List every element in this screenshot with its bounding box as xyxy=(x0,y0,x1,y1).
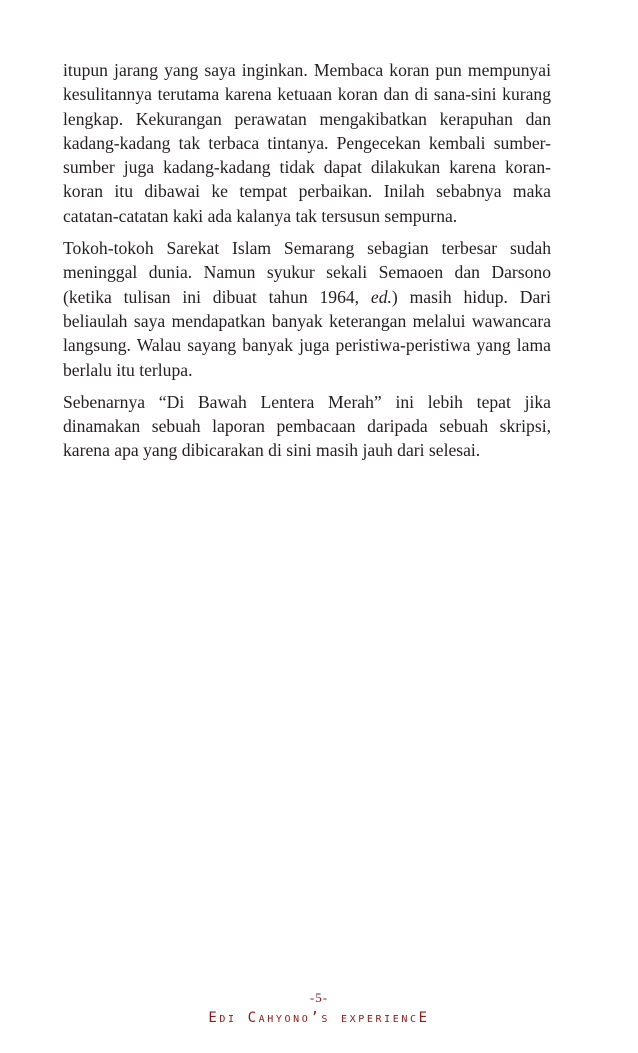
paragraph-1: itupun jarang yang saya inginkan. Membaca koran pun mempunyai kesulitannya terutama karena ketuaan koran dan di sana-sini kurang lengkap. Kekurangan perawatan mengakibatkan kerapuhan dan kadang-kadang tak terbaca tintanya. Pengecekan kembali sumber-sumber juga kadang-kadang tidak dapat dilakukan karena koran-koran itu dibawai ke tempat perbaikan. Inilah sebabnya maka catatan-catatan kaki ada kalanya tak tersusun sempurna. xyxy=(63,60,551,226)
paragraph-3: Sebenarnya “Di Bawah Lentera Merah” ini lebih tepat jika dinamakan sebuah laporan pembacaan daripada sebuah skripsi, karena apa yang dibicarakan di sini masih jauh dari selesai. xyxy=(63,391,551,461)
body-text xyxy=(63,58,551,471)
paragraph-2-text-end: ) masih hidup. Dari beliaulah saya mendapatkan banyak keterangan melalui wawancara langsung. Walau sayang banyak juga peristiwa-peristiwa yang lama berlalu itu terlupa. xyxy=(63,286,551,380)
paragraph-2 xyxy=(63,236,551,382)
running-footer-title: Edi Cahyono’s experiencE xyxy=(208,1010,430,1026)
editor-abbreviation: ed. xyxy=(370,286,392,307)
paragraph-2-text-start: Tokoh-tokoh Sarekat Islam Semarang sebagian terbesar sudah meninggal dunia. Namun syukur sekali Semaoen dan Darsono (ketika tulisan ini dibuat tahun 1964, xyxy=(63,238,551,307)
page-number: -5- xyxy=(309,990,329,1005)
